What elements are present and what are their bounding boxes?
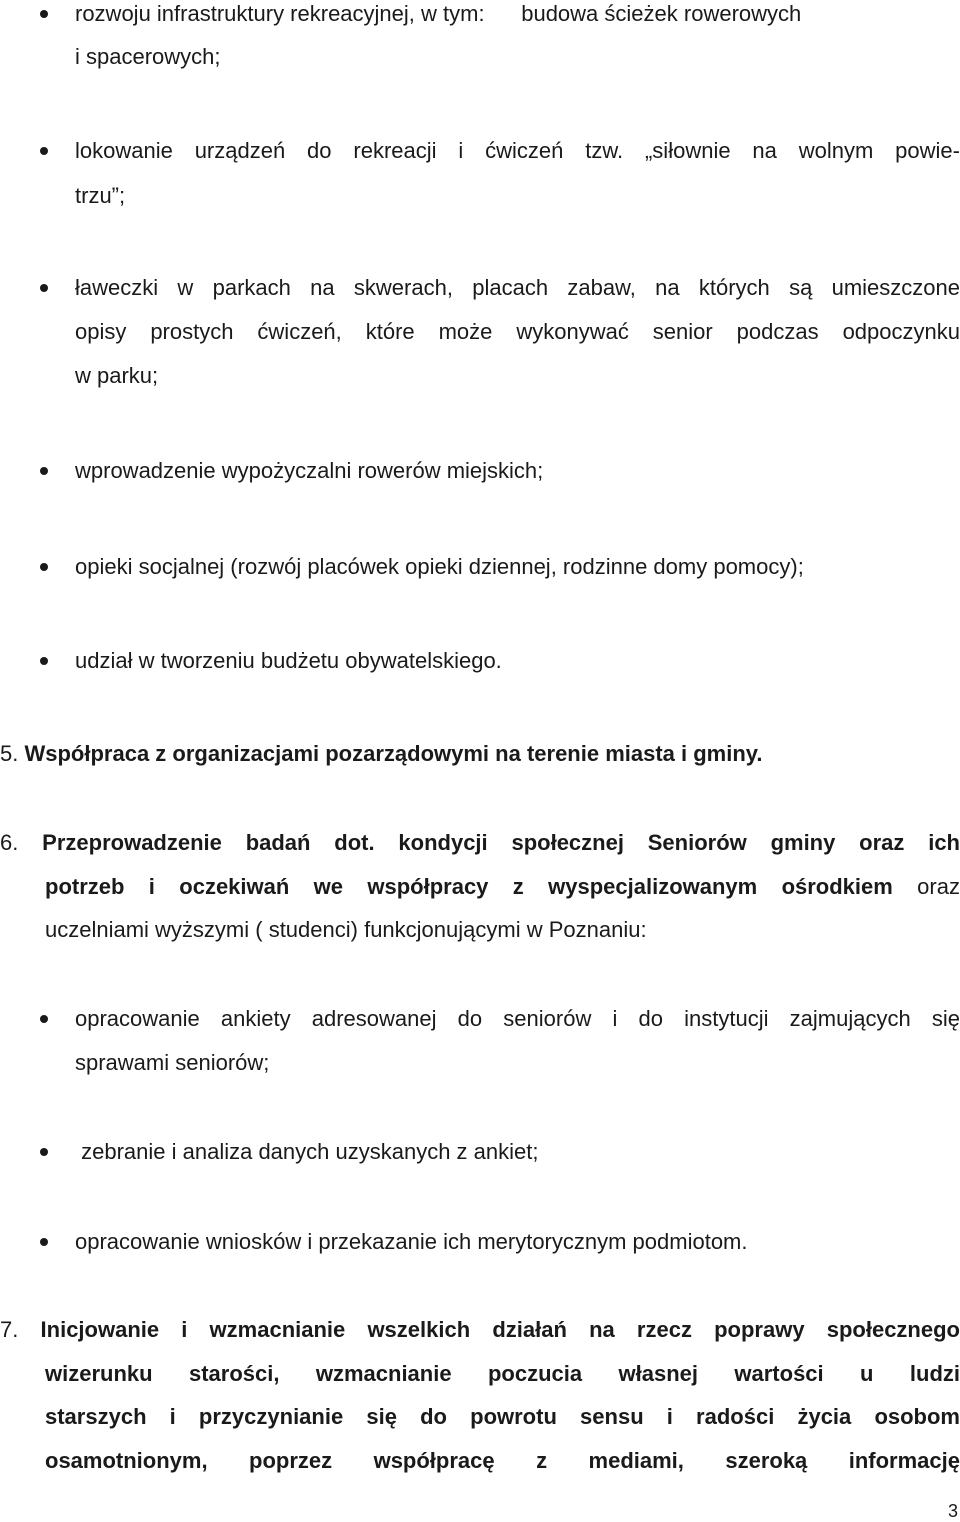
section-title: Współpraca z organizacjami pozarządowymi na terenie miasta i gminy. bbox=[24, 741, 763, 766]
list-item-continuation: trzu”; bbox=[75, 183, 126, 208]
section-5-heading bbox=[0, 740, 960, 768]
list-item: zebranie i analiza danych uzyskanych z ankiet; bbox=[75, 1139, 539, 1164]
section-text: oraz bbox=[892, 874, 960, 899]
page-number: 3 bbox=[947, 1501, 958, 1521]
bullet-icon bbox=[40, 467, 48, 475]
list-item: opieki socjalnej (rozwój placówek opieki dziennej, rodzinne domy pomocy); bbox=[75, 554, 804, 579]
list-item: wprowadzenie wypożyczalni rowerów miejskich; bbox=[75, 458, 544, 483]
list-item: opracowanie ankiety adresowanej do seniorów i do instytucji zajmujących się bbox=[75, 1006, 960, 1031]
bullet-icon bbox=[40, 1238, 48, 1246]
list-item: udział w tworzeniu budżetu obywatelskiego. bbox=[75, 648, 502, 673]
list-item-continuation: opisy prostych ćwiczeń, które może wykonywać senior podczas odpoczynku bbox=[75, 319, 960, 344]
list-item: lokowanie urządzeń do rekreacji i ćwiczeń tzw. „siłownie na wolnym powie- bbox=[75, 138, 960, 163]
section-title-continuation: osamotnionym, poprzez współpracę z mediami, szeroką informację bbox=[45, 1448, 960, 1473]
section-6-line bbox=[45, 873, 960, 901]
section-6-heading bbox=[0, 829, 960, 857]
section-6-line: uczelniami wyższymi ( studenci) funkcjonującymi w Poznaniu: bbox=[45, 917, 647, 942]
list-item-continuation: i spacerowych; bbox=[75, 44, 221, 69]
list-item: rozwoju infrastruktury rekreacyjnej, w tym: budowa ścieżek rowerowych bbox=[75, 1, 802, 26]
section-7-heading bbox=[0, 1316, 960, 1344]
list-item-continuation: sprawami seniorów; bbox=[75, 1050, 270, 1075]
bullet-icon bbox=[40, 284, 48, 292]
bullet-icon bbox=[40, 563, 48, 571]
bullet-icon bbox=[40, 10, 48, 18]
section-title: Inicjowanie i wzmacnianie wszelkich działań na rzecz poprawy społecznego bbox=[40, 1317, 960, 1342]
section-title-continuation: potrzeb i oczekiwań we współpracy z wyspecjalizowanym ośrodkiem bbox=[45, 874, 893, 899]
bullet-icon bbox=[40, 657, 48, 665]
section-number: 7. bbox=[0, 1317, 19, 1342]
list-item-continuation: w parku; bbox=[75, 363, 159, 388]
section-number: 6. bbox=[0, 830, 19, 855]
bullet-icon bbox=[40, 147, 48, 155]
bullet-icon bbox=[40, 1015, 48, 1023]
section-title: Przeprowadzenie badań dot. kondycji społecznej Seniorów gminy oraz ich bbox=[42, 830, 960, 855]
section-title-continuation: starszych i przyczynianie się do powrotu sensu i radości życia osobom bbox=[45, 1404, 960, 1429]
list-item: ławeczki w parkach na skwerach, placach zabaw, na których są umieszczone bbox=[75, 275, 960, 300]
list-item: opracowanie wniosków i przekazanie ich merytorycznym podmiotom. bbox=[75, 1229, 748, 1254]
section-title-continuation: wizerunku starości, wzmacnianie poczucia własnej wartości u ludzi bbox=[45, 1361, 960, 1386]
section-number: 5. bbox=[0, 741, 19, 766]
bullet-icon bbox=[40, 1148, 48, 1156]
